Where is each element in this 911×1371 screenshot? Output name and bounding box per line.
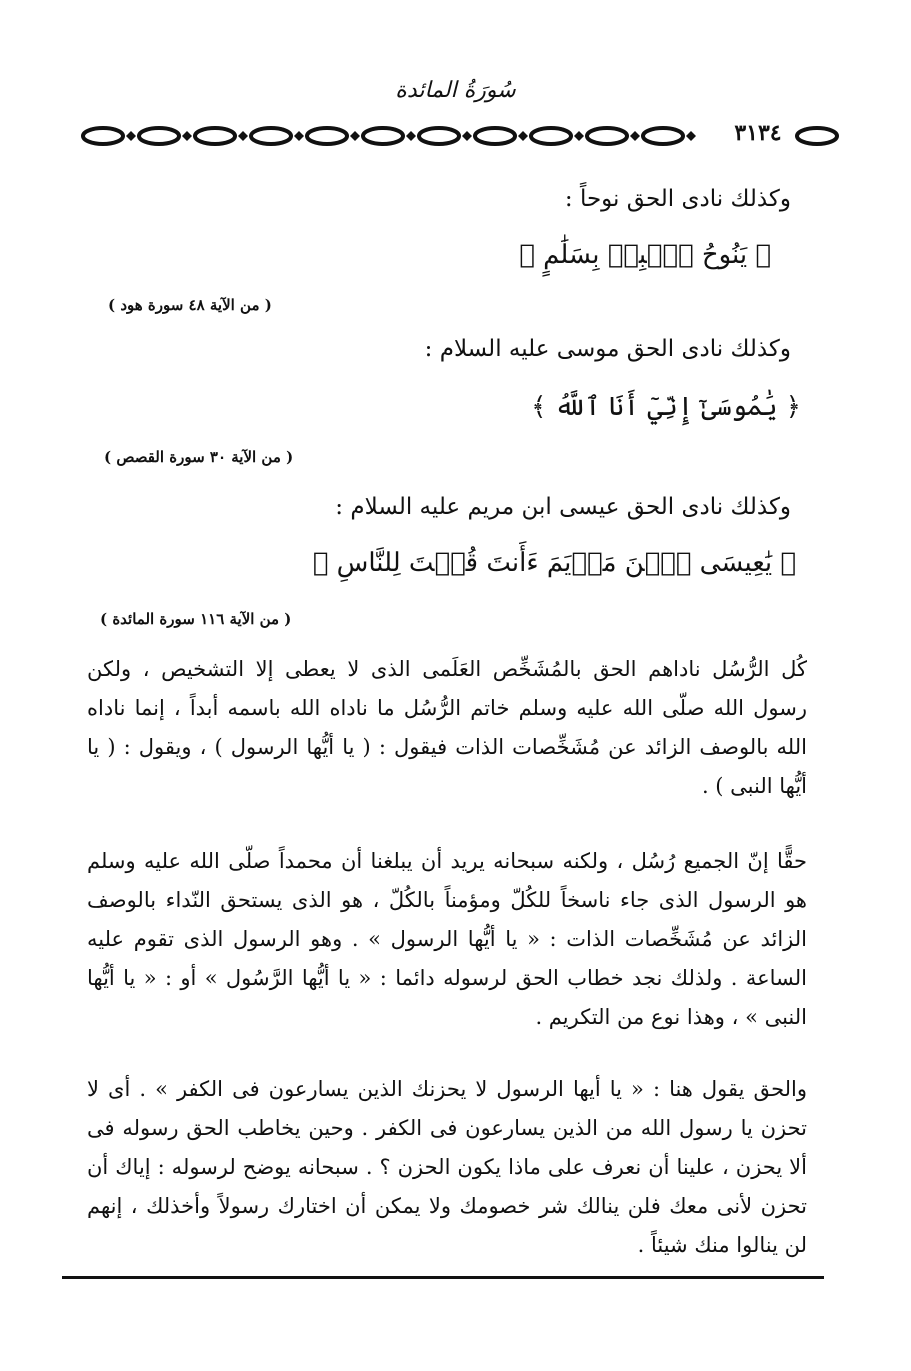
- body-paragraph: كُل الرُّسُل ناداهم الحق بالمُشَخِّص العَلَمى الذى لا يعطى إلا التشخيص ، ولكن رسول الله صلّى الله عليه وسلم خاتم الرُّسُل ما ناداه الله باسمه أبداً ، إنما ناداه الله بالوصف الزائد عن مُشَخِّصات الذات فيقول : ( يا أيُّها الرسول ) ، ويقول : ( يا أيُّها النبى ) .: [87, 657, 807, 798]
- footer-rule: [62, 1276, 824, 1279]
- body-paragraph: حقًّا إنّ الجميع رُسُل ، ولكنه سبحانه يريد أن يبلغنا أن محمداً صلّى الله عليه وسلم هو الرسول الذى جاء ناسخاً للكُلّ ومؤمناً بالكُلّ ، هو الذى يستحق النّداء بالوصف الزائد عن مُشَخِّصات الذات : « يا أيُّها الرسول » . وهو الرسول الذى تقوم عليه الساعة . ولذلك نجد خطاب الحق لرسوله دائما : « يا أيُّها الرَّسُول » أو : « يا أيُّها النبى » ، وهذا نوع من التكريم .: [87, 849, 807, 1029]
- quran-verse: ﴿ يَنُوحُ ٱهۡبِطۡ بِسَلَٰمٍ ﴾: [519, 240, 771, 270]
- verse-intro: وكذلك نادى الحق نوحاً :: [564, 186, 791, 212]
- page-number: ٣١٣٤: [734, 120, 782, 146]
- surah-title: سُورَةُ المائدة: [395, 78, 516, 103]
- verse-reference: ( من الآية ١١٦ سورة المائدة ): [100, 610, 292, 628]
- quran-verse: ﴿ يَٰعِيسَى ٱبۡنَ مَرۡيَمَ ءَأَنتَ قُلۡتَ لِلنَّاسِ ﴾: [312, 548, 796, 578]
- verse-intro: وكذلك نادى الحق عيسى ابن مريم عليه السلام :: [335, 494, 791, 520]
- quran-verse: ﴿ يَٰمُوسَىٰٓ إِنِّيٓ أَنَا ٱللَّهُ ﴾: [531, 392, 801, 422]
- verse-intro: وكذلك نادى الحق موسى عليه السلام :: [424, 336, 791, 362]
- body-paragraph: والحق يقول هنا : « يا أيها الرسول لا يحزنك الذين يسارعون فى الكفر » . أى لا تحزن يا رسول الله من الذين يسارعون فى الكفر . وحين يخاطب الحق رسوله فى ألا يحزن ، علينا أن نعرف على ماذا يكون الحزن ؟ . سبحانه يوضح لرسوله : إياك أن تحزن لأنى معك فلن ينالك شر خصومك ولا يمكن أن اختارك رسولاً وأخذلك ، إنهم لن ينالوا منك شيئاً .: [87, 1077, 807, 1257]
- verse-reference: ( من الآية ٤٨ سورة هود ): [108, 296, 272, 314]
- verse-reference: ( من الآية ٣٠ سورة القصص ): [104, 448, 294, 466]
